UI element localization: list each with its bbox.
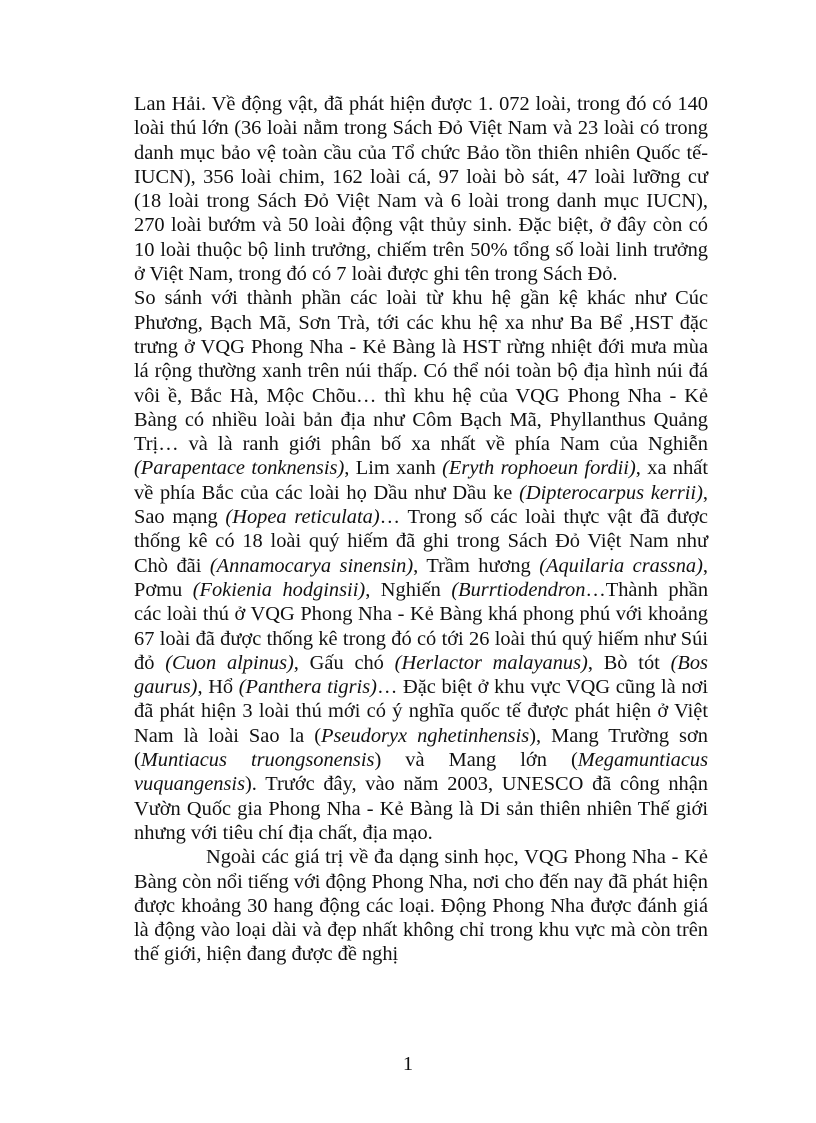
species-name: Megamuntiacus vuquangensis: [134, 749, 708, 796]
species-name: (Burrtiodendron: [451, 578, 586, 601]
species-name: (Dipterocarpus kerrii): [519, 481, 703, 504]
species-name: Muntiacus truongsonensis: [140, 749, 375, 772]
species-name: (Herlactor malayanus): [394, 651, 588, 674]
species-name: (Annamocarya sinensin): [209, 554, 414, 577]
text-run: … Trong số các loài thực vật đã được thống kê có 18 loài quý hiếm đã ghi trong Sách Đỏ Việt Nam như Chò đãi: [134, 506, 708, 577]
text-run: … Đặc biệt ở khu vực VQG cũng là nơi đã phát hiện 3 loài thú mới có ý nghĩa quốc tế được phát hiện ở Việt Nam là loài Sao la (: [134, 676, 709, 747]
text-run: , Trầm hương: [413, 554, 540, 577]
text-run: Ngoài các giá trị về đa dạng sinh học, VQG Phong Nha - Kẻ Bàng còn nổi tiếng với động Phong Nha, nơi cho đến nay đã phát hiện được khoảng 30 hang động các loại. Động Phong Nha được đánh giá là động vào loại dài và đẹp nhất không chỉ trong khu vực mà còn trên thế giới, hiện đang được đề nghị: [134, 846, 708, 966]
paragraph-phong-nha-cave: [134, 845, 708, 966]
text-run: …Thành phần các loài thú ở VQG Phong Nha - Kẻ Bàng khá phong phú với khoảng 67 loài đã được thống kê trong đó có tới 26 loài thú quý hiếm như Súi đỏ: [134, 578, 709, 674]
text-run: , Hổ: [197, 676, 239, 699]
species-name: (Cuon alpinus): [165, 651, 294, 674]
text-run: , Nghiến: [365, 578, 452, 601]
text-run: , Sao mạng: [134, 481, 708, 529]
text-run: So sánh với thành phần các loài từ khu hệ gần kệ khác như Cúc Phương, Bạch Mã, Sơn Trà, tới các khu hệ xa như Ba Bể ,HST đặc trưng ở VQG Phong Nha - Kẻ Bàng là HST rừng nhiệt đới mưa mùa lá rộng thường xanh trên núi thấp. Có thể nói toàn bộ địa hình núi đá vôi ề, Bắc Hà, Mộc Chõu… thì khu hệ của VQG Phong Nha - Kẻ Bàng có nhiều loài bản địa như Côm Bạch Mã, Phyllanthus Quảng Trị… và là ranh giới phân bố xa nhất về phía Nam của Nghiễn: [134, 287, 708, 456]
species-name: (Fokienia hodginsii): [192, 578, 366, 601]
paragraph-comparison: [134, 286, 708, 845]
species-name: (Eryth rophoeun fordii): [442, 457, 636, 480]
page-number: 1: [402, 1053, 414, 1075]
document-body: [134, 92, 708, 967]
text-run: , Bò tót: [587, 651, 671, 674]
species-name: Pseudoryx nghetinhensis: [321, 724, 530, 747]
text-run: ) và Mang lớn (: [374, 749, 578, 772]
species-name: (Hopea reticulata): [225, 506, 380, 529]
text-run: , Gấu chó: [293, 651, 395, 674]
text-run: ). Trước đây, vào năm 2003, UNESCO đã công nhận Vườn Quốc gia Phong Nha - Kẻ Bàng là Di sản thiên nhiên Thế giới nhưng với tiêu chí địa chất, địa mạo.: [134, 773, 708, 844]
text-run: Lan Hải. Về động vật, đã phát hiện được 1. 072 loài, trong đó có 140 loài thú lớn (36 loài nằm trong Sách Đỏ Việt Nam và 23 loài có trong danh mục bảo vệ toàn cầu của Tổ chức Bảo tồn thiên nhiên Quốc tế-IUCN), 356 loài chim, 162 loài cá, 97 loài bò sát, 47 loài lưỡng cư (18 loài trong Sách Đỏ Việt Nam và 6 loài trong danh mục IUCN), 270 loài bướm và 50 loài động vật thủy sinh. Đặc biệt, ở đây còn có 10 loài thuộc bộ linh trưởng, chiếm trên 50% tổng số loài linh trưởng ở Việt Nam, trong đó có 7 loài được ghi tên trong Sách Đỏ.: [134, 93, 708, 286]
paragraph-fauna: [134, 92, 708, 286]
species-name: (Bos gaurus): [134, 651, 708, 699]
text-run: ), Mang Trường sơn (: [134, 724, 708, 772]
text-run: , xa nhất về phía Bắc của các loài họ Dầu như Dầu ke: [134, 457, 708, 504]
species-name: (Panthera tigris): [238, 676, 377, 699]
species-name: (Aquilaria crassna): [539, 554, 703, 577]
text-run: , Lim xanh: [344, 457, 443, 480]
text-run: , Pơmu: [134, 554, 708, 601]
species-name: (Parapentace tonknensis): [134, 457, 345, 480]
